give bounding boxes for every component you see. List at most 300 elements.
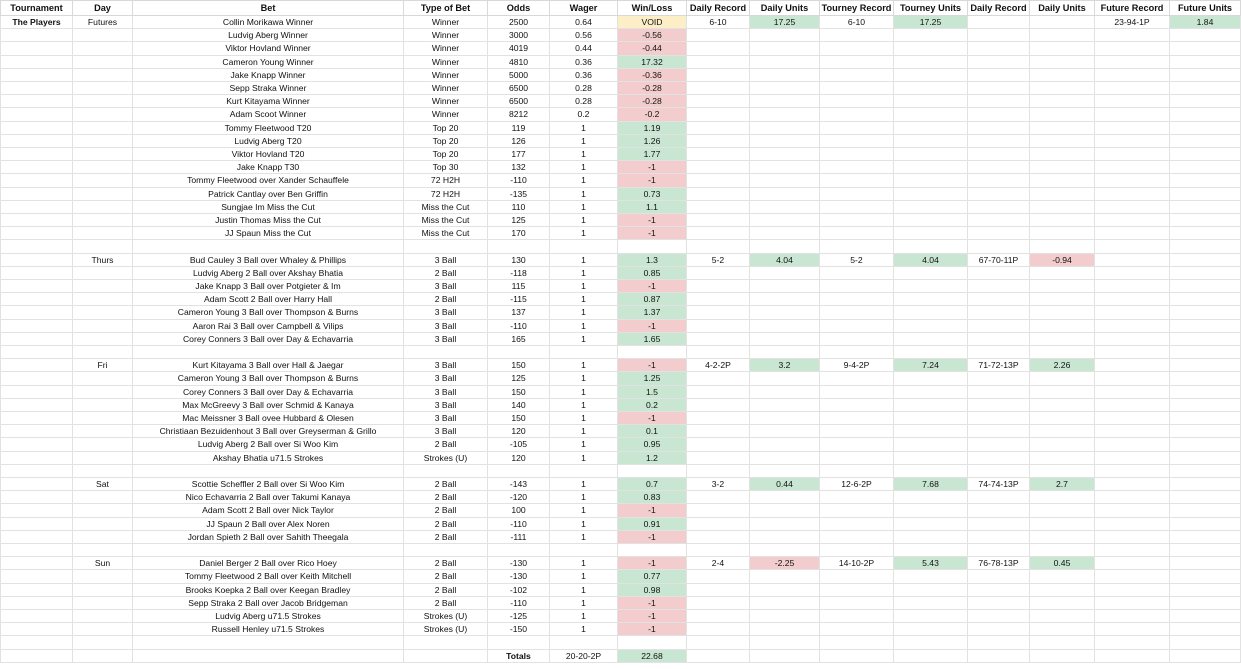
table-cell[interactable] <box>894 29 968 42</box>
table-cell[interactable] <box>687 636 750 649</box>
table-cell[interactable]: 0.44 <box>750 478 820 491</box>
table-cell[interactable] <box>1030 332 1095 345</box>
table-cell[interactable] <box>1 266 73 279</box>
table-cell[interactable] <box>687 372 750 385</box>
table-cell[interactable] <box>687 649 750 662</box>
table-cell[interactable] <box>1 385 73 398</box>
table-cell[interactable] <box>894 636 968 649</box>
table-cell[interactable] <box>894 623 968 636</box>
table-cell[interactable] <box>550 346 618 359</box>
table-cell[interactable] <box>1095 161 1170 174</box>
table-cell[interactable]: Max McGreevy 3 Ball over Schmid & Kanaya <box>133 398 404 411</box>
table-cell[interactable] <box>1095 438 1170 451</box>
table-cell[interactable] <box>820 95 894 108</box>
table-cell[interactable] <box>820 438 894 451</box>
table-cell[interactable] <box>968 108 1030 121</box>
table-cell[interactable]: -110 <box>488 174 550 187</box>
table-cell[interactable] <box>1030 636 1095 649</box>
table-cell[interactable]: 1.19 <box>618 121 687 134</box>
table-cell[interactable] <box>73 332 133 345</box>
table-cell[interactable] <box>618 544 687 557</box>
table-cell[interactable] <box>1170 121 1241 134</box>
table-cell[interactable] <box>968 16 1030 29</box>
table-cell[interactable] <box>1 544 73 557</box>
table-cell[interactable] <box>968 134 1030 147</box>
table-cell[interactable] <box>1030 385 1095 398</box>
table-cell[interactable] <box>73 583 133 596</box>
table-cell[interactable] <box>133 636 404 649</box>
table-cell[interactable] <box>894 161 968 174</box>
table-cell[interactable] <box>968 398 1030 411</box>
table-cell[interactable]: 2 Ball <box>404 570 488 583</box>
table-cell[interactable] <box>1030 438 1095 451</box>
table-cell[interactable] <box>1 68 73 81</box>
table-cell[interactable] <box>968 200 1030 213</box>
table-cell[interactable]: 1.5 <box>618 385 687 398</box>
table-cell[interactable] <box>894 596 968 609</box>
table-cell[interactable]: 119 <box>488 121 550 134</box>
table-cell[interactable]: Cameron Young 3 Ball over Thompson & Burns <box>133 372 404 385</box>
table-cell[interactable] <box>1170 359 1241 372</box>
table-cell[interactable]: 0.73 <box>618 187 687 200</box>
table-cell[interactable]: 1 <box>550 174 618 187</box>
table-cell[interactable]: 120 <box>488 425 550 438</box>
table-cell[interactable] <box>968 29 1030 42</box>
column-header[interactable]: Wager <box>550 1 618 16</box>
table-cell[interactable] <box>687 227 750 240</box>
table-cell[interactable]: 1 <box>550 504 618 517</box>
table-cell[interactable]: 1 <box>550 412 618 425</box>
table-cell[interactable] <box>820 68 894 81</box>
table-cell[interactable]: Aaron Rai 3 Ball over Campbell & Vilips <box>133 319 404 332</box>
table-cell[interactable] <box>820 187 894 200</box>
table-cell[interactable] <box>1 464 73 477</box>
table-cell[interactable] <box>73 95 133 108</box>
table-cell[interactable]: 1 <box>550 214 618 227</box>
table-cell[interactable] <box>894 530 968 543</box>
table-cell[interactable] <box>687 346 750 359</box>
table-cell[interactable]: Ludvig Aberg u71.5 Strokes <box>133 610 404 623</box>
table-cell[interactable] <box>687 174 750 187</box>
table-cell[interactable]: 140 <box>488 398 550 411</box>
table-cell[interactable] <box>820 610 894 623</box>
table-cell[interactable] <box>550 544 618 557</box>
table-cell[interactable] <box>133 649 404 662</box>
table-cell[interactable] <box>618 464 687 477</box>
table-cell[interactable] <box>968 280 1030 293</box>
table-cell[interactable] <box>750 227 820 240</box>
table-cell[interactable] <box>894 451 968 464</box>
table-cell[interactable] <box>1095 583 1170 596</box>
table-cell[interactable] <box>1 359 73 372</box>
table-cell[interactable] <box>1170 161 1241 174</box>
column-header[interactable]: Day <box>73 1 133 16</box>
column-header[interactable]: Daily Record <box>687 1 750 16</box>
table-cell[interactable]: 4810 <box>488 55 550 68</box>
table-cell[interactable]: 71-72-13P <box>968 359 1030 372</box>
table-cell[interactable] <box>968 187 1030 200</box>
table-cell[interactable] <box>1095 293 1170 306</box>
table-cell[interactable] <box>894 438 968 451</box>
table-cell[interactable] <box>968 240 1030 253</box>
table-cell[interactable] <box>750 187 820 200</box>
table-cell[interactable]: 0.64 <box>550 16 618 29</box>
table-cell[interactable] <box>618 240 687 253</box>
table-cell[interactable]: 115 <box>488 280 550 293</box>
table-cell[interactable] <box>1 148 73 161</box>
table-cell[interactable] <box>1095 174 1170 187</box>
table-cell[interactable] <box>1 504 73 517</box>
table-cell[interactable] <box>73 504 133 517</box>
table-cell[interactable] <box>968 491 1030 504</box>
table-cell[interactable] <box>73 570 133 583</box>
table-cell[interactable] <box>73 385 133 398</box>
table-cell[interactable]: -1 <box>618 214 687 227</box>
column-header[interactable]: Bet <box>133 1 404 16</box>
table-cell[interactable]: 125 <box>488 372 550 385</box>
table-cell[interactable] <box>1170 372 1241 385</box>
table-cell[interactable] <box>1 55 73 68</box>
table-cell[interactable] <box>1030 412 1095 425</box>
table-cell[interactable]: Miss the Cut <box>404 200 488 213</box>
table-cell[interactable]: 0.95 <box>618 438 687 451</box>
table-cell[interactable]: Adam Scott 2 Ball over Harry Hall <box>133 293 404 306</box>
table-cell[interactable] <box>1 332 73 345</box>
table-cell[interactable]: -135 <box>488 187 550 200</box>
table-cell[interactable] <box>750 623 820 636</box>
table-cell[interactable] <box>750 332 820 345</box>
table-cell[interactable] <box>1170 425 1241 438</box>
table-cell[interactable] <box>894 187 968 200</box>
table-cell[interactable] <box>750 398 820 411</box>
table-cell[interactable] <box>488 346 550 359</box>
table-cell[interactable]: -1 <box>618 280 687 293</box>
table-cell[interactable]: 6-10 <box>687 16 750 29</box>
table-cell[interactable] <box>1095 425 1170 438</box>
table-cell[interactable] <box>1170 583 1241 596</box>
table-cell[interactable] <box>968 385 1030 398</box>
table-cell[interactable] <box>750 148 820 161</box>
table-cell[interactable] <box>1030 174 1095 187</box>
table-cell[interactable]: 1 <box>550 451 618 464</box>
table-cell[interactable] <box>894 293 968 306</box>
table-cell[interactable] <box>687 95 750 108</box>
table-cell[interactable] <box>1095 464 1170 477</box>
table-cell[interactable] <box>968 319 1030 332</box>
table-cell[interactable]: Kurt Kitayama 3 Ball over Hall & Jaegar <box>133 359 404 372</box>
table-cell[interactable] <box>820 491 894 504</box>
table-cell[interactable] <box>1095 596 1170 609</box>
table-cell[interactable] <box>1095 517 1170 530</box>
table-cell[interactable] <box>1095 398 1170 411</box>
table-cell[interactable]: Top 20 <box>404 148 488 161</box>
table-cell[interactable]: 1 <box>550 266 618 279</box>
table-cell[interactable] <box>1170 240 1241 253</box>
table-cell[interactable]: 0.2 <box>550 108 618 121</box>
table-cell[interactable] <box>1170 438 1241 451</box>
table-cell[interactable]: 7.68 <box>894 478 968 491</box>
table-cell[interactable] <box>820 583 894 596</box>
table-cell[interactable] <box>1030 16 1095 29</box>
table-cell[interactable] <box>968 55 1030 68</box>
table-cell[interactable]: 1 <box>550 280 618 293</box>
table-cell[interactable] <box>1030 372 1095 385</box>
table-cell[interactable] <box>750 29 820 42</box>
table-cell[interactable] <box>820 385 894 398</box>
table-cell[interactable] <box>404 240 488 253</box>
table-cell[interactable]: -150 <box>488 623 550 636</box>
table-cell[interactable] <box>968 530 1030 543</box>
table-cell[interactable]: Fri <box>73 359 133 372</box>
table-cell[interactable] <box>820 306 894 319</box>
table-cell[interactable] <box>968 174 1030 187</box>
table-cell[interactable] <box>1 478 73 491</box>
table-cell[interactable] <box>73 412 133 425</box>
table-cell[interactable]: 1.3 <box>618 253 687 266</box>
table-cell[interactable] <box>968 346 1030 359</box>
table-cell[interactable]: Winner <box>404 108 488 121</box>
table-cell[interactable]: 1 <box>550 293 618 306</box>
table-cell[interactable] <box>1095 359 1170 372</box>
table-cell[interactable] <box>1170 478 1241 491</box>
table-cell[interactable]: Top 20 <box>404 121 488 134</box>
table-cell[interactable] <box>1095 610 1170 623</box>
table-cell[interactable] <box>750 266 820 279</box>
table-cell[interactable]: 1 <box>550 306 618 319</box>
table-cell[interactable] <box>968 517 1030 530</box>
table-cell[interactable] <box>1030 464 1095 477</box>
table-cell[interactable] <box>968 266 1030 279</box>
table-cell[interactable]: -1 <box>618 227 687 240</box>
table-cell[interactable] <box>687 385 750 398</box>
table-cell[interactable]: -1 <box>618 161 687 174</box>
table-cell[interactable] <box>1095 544 1170 557</box>
column-header[interactable]: Tournament <box>1 1 73 16</box>
table-cell[interactable] <box>968 570 1030 583</box>
table-cell[interactable] <box>618 346 687 359</box>
table-cell[interactable]: 1 <box>550 253 618 266</box>
table-cell[interactable] <box>1095 187 1170 200</box>
table-cell[interactable] <box>1030 55 1095 68</box>
table-cell[interactable]: -1 <box>618 412 687 425</box>
table-cell[interactable] <box>1170 332 1241 345</box>
table-cell[interactable]: 3-2 <box>687 478 750 491</box>
table-cell[interactable] <box>1170 649 1241 662</box>
table-cell[interactable] <box>687 134 750 147</box>
table-cell[interactable] <box>73 266 133 279</box>
column-header[interactable]: Daily Units <box>750 1 820 16</box>
table-cell[interactable]: 120 <box>488 451 550 464</box>
table-cell[interactable] <box>750 570 820 583</box>
table-cell[interactable] <box>687 332 750 345</box>
table-cell[interactable]: -115 <box>488 293 550 306</box>
table-cell[interactable] <box>1030 95 1095 108</box>
table-cell[interactable] <box>1095 530 1170 543</box>
table-cell[interactable]: 150 <box>488 359 550 372</box>
table-cell[interactable] <box>1170 610 1241 623</box>
table-cell[interactable]: Jordan Spieth 2 Ball over Sahith Theegala <box>133 530 404 543</box>
table-cell[interactable] <box>1170 108 1241 121</box>
table-cell[interactable] <box>820 570 894 583</box>
table-cell[interactable] <box>968 121 1030 134</box>
table-cell[interactable] <box>968 372 1030 385</box>
table-cell[interactable] <box>894 95 968 108</box>
table-cell[interactable]: 1.2 <box>618 451 687 464</box>
table-cell[interactable] <box>73 636 133 649</box>
table-cell[interactable]: Sepp Straka Winner <box>133 82 404 95</box>
table-cell[interactable]: 14-10-2P <box>820 557 894 570</box>
table-cell[interactable]: 4.04 <box>894 253 968 266</box>
table-cell[interactable] <box>687 266 750 279</box>
table-cell[interactable] <box>1170 412 1241 425</box>
table-cell[interactable] <box>894 174 968 187</box>
table-cell[interactable]: 1 <box>550 596 618 609</box>
table-cell[interactable] <box>968 425 1030 438</box>
table-cell[interactable] <box>750 372 820 385</box>
table-cell[interactable] <box>687 306 750 319</box>
table-cell[interactable] <box>820 319 894 332</box>
table-cell[interactable] <box>73 82 133 95</box>
table-cell[interactable] <box>894 398 968 411</box>
table-cell[interactable] <box>1170 42 1241 55</box>
table-cell[interactable]: -0.2 <box>618 108 687 121</box>
table-cell[interactable]: -125 <box>488 610 550 623</box>
table-cell[interactable]: 7.24 <box>894 359 968 372</box>
table-cell[interactable] <box>820 293 894 306</box>
table-cell[interactable]: 2500 <box>488 16 550 29</box>
table-cell[interactable] <box>73 530 133 543</box>
table-cell[interactable] <box>820 227 894 240</box>
table-cell[interactable]: 132 <box>488 161 550 174</box>
table-cell[interactable] <box>1030 29 1095 42</box>
table-cell[interactable] <box>1 398 73 411</box>
table-cell[interactable]: 6-10 <box>820 16 894 29</box>
table-cell[interactable] <box>750 240 820 253</box>
table-cell[interactable] <box>750 280 820 293</box>
table-cell[interactable]: Mac Meissner 3 Ball ovee Hubbard & Olesen <box>133 412 404 425</box>
table-cell[interactable]: Brooks Koepka 2 Ball over Keegan Bradley <box>133 583 404 596</box>
table-cell[interactable]: 74-74-13P <box>968 478 1030 491</box>
table-cell[interactable] <box>968 583 1030 596</box>
table-cell[interactable] <box>1030 293 1095 306</box>
table-cell[interactable] <box>1 636 73 649</box>
table-cell[interactable] <box>1030 544 1095 557</box>
table-cell[interactable] <box>1030 596 1095 609</box>
table-cell[interactable] <box>1170 306 1241 319</box>
table-cell[interactable]: 170 <box>488 227 550 240</box>
table-cell[interactable]: Russell Henley u71.5 Strokes <box>133 623 404 636</box>
table-cell[interactable]: 177 <box>488 148 550 161</box>
table-cell[interactable]: 1 <box>550 530 618 543</box>
table-cell[interactable]: Miss the Cut <box>404 227 488 240</box>
table-cell[interactable] <box>1030 425 1095 438</box>
table-cell[interactable] <box>687 108 750 121</box>
table-cell[interactable] <box>1030 517 1095 530</box>
table-cell[interactable]: -118 <box>488 266 550 279</box>
table-cell[interactable]: JJ Spaun Miss the Cut <box>133 227 404 240</box>
table-cell[interactable] <box>968 227 1030 240</box>
table-cell[interactable] <box>968 214 1030 227</box>
table-cell[interactable] <box>73 29 133 42</box>
table-cell[interactable] <box>133 544 404 557</box>
table-cell[interactable] <box>750 385 820 398</box>
table-cell[interactable] <box>820 134 894 147</box>
column-header[interactable]: Win/Loss <box>618 1 687 16</box>
table-cell[interactable] <box>1030 121 1095 134</box>
table-cell[interactable] <box>1 134 73 147</box>
table-cell[interactable]: 17.25 <box>750 16 820 29</box>
table-cell[interactable] <box>820 55 894 68</box>
table-cell[interactable] <box>968 148 1030 161</box>
table-cell[interactable] <box>750 636 820 649</box>
table-cell[interactable] <box>750 68 820 81</box>
table-cell[interactable] <box>750 319 820 332</box>
table-cell[interactable]: 0.7 <box>618 478 687 491</box>
table-cell[interactable] <box>750 174 820 187</box>
table-cell[interactable]: 1.26 <box>618 134 687 147</box>
table-cell[interactable]: 150 <box>488 412 550 425</box>
table-cell[interactable] <box>1 214 73 227</box>
table-cell[interactable] <box>1170 187 1241 200</box>
table-cell[interactable] <box>894 346 968 359</box>
table-cell[interactable] <box>1 372 73 385</box>
table-cell[interactable] <box>1030 240 1095 253</box>
table-cell[interactable] <box>820 372 894 385</box>
table-cell[interactable] <box>820 346 894 359</box>
table-cell[interactable] <box>73 438 133 451</box>
table-cell[interactable]: JJ Spaun 2 Ball over Alex Noren <box>133 517 404 530</box>
table-cell[interactable] <box>894 266 968 279</box>
table-cell[interactable] <box>894 55 968 68</box>
table-cell[interactable] <box>1 596 73 609</box>
table-cell[interactable]: 1 <box>550 398 618 411</box>
table-cell[interactable] <box>687 293 750 306</box>
column-header[interactable]: Tourney Record <box>820 1 894 16</box>
table-cell[interactable] <box>750 451 820 464</box>
table-cell[interactable] <box>73 121 133 134</box>
table-cell[interactable]: 100 <box>488 504 550 517</box>
table-cell[interactable] <box>820 240 894 253</box>
table-cell[interactable]: -143 <box>488 478 550 491</box>
table-cell[interactable] <box>750 82 820 95</box>
table-cell[interactable]: -0.56 <box>618 29 687 42</box>
table-cell[interactable]: 5000 <box>488 68 550 81</box>
table-cell[interactable] <box>687 530 750 543</box>
table-cell[interactable] <box>894 649 968 662</box>
table-cell[interactable] <box>133 464 404 477</box>
table-cell[interactable]: 1 <box>550 372 618 385</box>
table-cell[interactable] <box>687 464 750 477</box>
table-cell[interactable]: 1 <box>550 557 618 570</box>
table-cell[interactable] <box>1030 570 1095 583</box>
table-cell[interactable]: Winner <box>404 16 488 29</box>
table-cell[interactable] <box>1 346 73 359</box>
table-cell[interactable]: -102 <box>488 583 550 596</box>
table-cell[interactable] <box>1170 68 1241 81</box>
table-cell[interactable]: Ludvig Aberg Winner <box>133 29 404 42</box>
table-cell[interactable] <box>1095 504 1170 517</box>
table-cell[interactable]: -1 <box>618 319 687 332</box>
table-cell[interactable] <box>1095 623 1170 636</box>
column-header[interactable]: Tourney Units <box>894 1 968 16</box>
table-cell[interactable]: -0.28 <box>618 82 687 95</box>
table-cell[interactable] <box>404 636 488 649</box>
table-cell[interactable] <box>1170 134 1241 147</box>
table-cell[interactable]: Adam Scoot Winner <box>133 108 404 121</box>
table-cell[interactable] <box>894 200 968 213</box>
table-cell[interactable] <box>73 174 133 187</box>
table-cell[interactable] <box>73 240 133 253</box>
